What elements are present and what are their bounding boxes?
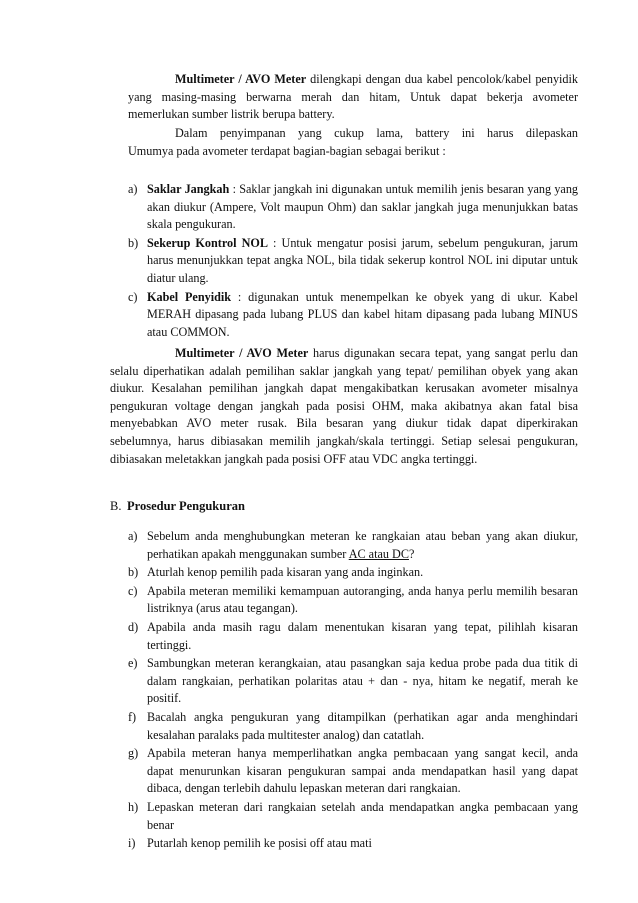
list-item xyxy=(128,235,578,288)
list-marker: b) xyxy=(128,565,139,580)
intro-paragraph xyxy=(128,71,578,124)
part-text: : Saklar jangkah ini digunakan untuk memilih jenis besaran yang yang akan diukur (Ampere, Volt maupun Ohm) dan saklar jangkah juga menunjukkan batas skala pengukuran. xyxy=(147,182,579,232)
section-label: B. xyxy=(110,499,122,513)
list-marker: f) xyxy=(128,709,137,724)
part-text: : digunakan untuk menempelkan ke obyek yang di ukur. Kabel MERAH dipasang pada lubang PLUS dan kabel hitam dipasang pada lubang MINUS atau COMMON. xyxy=(147,289,579,339)
section-title: Prosedur Pengukuran xyxy=(127,499,245,513)
part-title: Sekerup Kontrol NOL xyxy=(147,235,268,250)
step-text: Sambungkan meteran kerangkaian, atau pasangkan saja kedua probe pada dua titik di dalam rangkaian, perhatikan polaritas atau + dan - nya, hitam ke negatif, merah ke positif. xyxy=(147,656,578,706)
part-text: : Untuk mengatur posisi jarum, sebelum pengukuran, jarum harus menunjukkan tepat angka NOL, bila tidak sekerup kontrol NOL ini diputar untuk diatur ulang. xyxy=(147,235,578,285)
step-text-end: ? xyxy=(408,546,415,561)
list-item xyxy=(128,289,578,342)
storage-text: Dalam penyimpanan yang cukup lama, battery ini harus dilepaskan xyxy=(175,126,578,140)
list-item xyxy=(128,181,578,234)
list-marker: d) xyxy=(128,619,139,634)
step-underlined-text: AC atau DC xyxy=(348,546,409,561)
step-text: Apabila meteran memiliki kemampuan autoranging, anda hanya perlu memilih besaran listriknya (arus atau tegangan). xyxy=(147,583,578,616)
list-marker: a) xyxy=(128,529,138,543)
list-marker: i) xyxy=(128,836,136,851)
intro-text: dilengkapi dengan dua kabel pencolok/kabel penyidik yang masing-masing berwarna merah dan hitam, Untuk dapat bekerja avometer memerlukan sumber listrik berupa battery. xyxy=(128,72,578,122)
list-marker: c) xyxy=(128,583,138,598)
parts-list xyxy=(128,181,578,342)
note-term: Multimeter / AVO Meter xyxy=(175,346,309,360)
list-item xyxy=(128,528,578,563)
parts-lead-text: Umumya pada avometer terdapat bagian-bagian sebagai berikut : xyxy=(128,143,446,158)
list-marker: c) xyxy=(128,289,138,304)
list-item xyxy=(128,655,578,708)
list-marker: b) xyxy=(128,235,139,250)
list-marker: g) xyxy=(128,746,139,761)
list-marker: a) xyxy=(128,182,138,196)
list-item xyxy=(128,745,578,798)
part-title: Saklar Jangkah xyxy=(147,182,230,196)
list-item xyxy=(128,619,578,654)
list-item xyxy=(128,583,578,618)
procedure-list xyxy=(128,528,578,854)
step-text: Bacalah angka pengukuran yang ditampilkan (perhatikan agar anda menghindari kesalahan paralaks pada multitester analog) dan catatlah. xyxy=(147,709,578,742)
list-item xyxy=(128,709,578,744)
step-text: Sebelum anda menghubungkan meteran ke rangkaian atau beban yang akan diukur, perhatikan apakah menggunakan sumber xyxy=(147,529,578,561)
list-item xyxy=(128,835,578,853)
section-heading xyxy=(110,499,245,514)
step-text: Apabila meteran hanya memperlihatkan angka pembacaan yang sangat kecil, anda dapat menurunkan kisaran pengukuran sampai anda mendapatkan hasil yang dapat dibaca, dengan terlebih dahulu lepaskan meteran dari rangkaian. xyxy=(147,746,578,796)
list-marker: h) xyxy=(128,799,139,814)
storage-paragraph xyxy=(128,125,578,160)
intro-term: Multimeter / AVO Meter xyxy=(175,72,307,86)
note-text: harus digunakan secara tepat, yang sangat perlu dan selalu diperhatikan adalah pemilihan saklar jangkah yang tepat/ pemilihan obyek yang akan diukur. Kesalahan pemilihan jangkah dapat mengakibatkan kerusakan avometer misalnya pengukuran voltage dengan jangkah pada posisi OHM, maka akibatnya akan fatal bisa menyebabkan AVO meter rusak. Bila besaran yang diukur tidak dapat diperkirakan sebelumnya, harus dibiasakan memilih jangkah/skala tertinggi. Setiap selesai pengukuran, dibiasakan meletakkan jangkah pada posisi OFF atau VDC angka tertinggi. xyxy=(110,346,578,466)
usage-note-paragraph xyxy=(110,345,578,468)
step-text: Apabila anda masih ragu dalam menentukan kisaran yang tepat, pilihlah kisaran tertinggi. xyxy=(147,619,578,652)
step-text: Lepaskan meteran dari rangkaian setelah anda mendapatkan angka pembacaan yang benar xyxy=(147,799,578,832)
step-text: Aturlah kenop pemilih pada kisaran yang anda inginkan. xyxy=(147,565,424,580)
list-item xyxy=(128,564,578,582)
list-item xyxy=(128,799,578,834)
list-marker: e) xyxy=(128,656,138,671)
part-title: Kabel Penyidik xyxy=(147,289,232,304)
step-text: Putarlah kenop pemilih ke posisi off atau mati xyxy=(147,836,372,851)
